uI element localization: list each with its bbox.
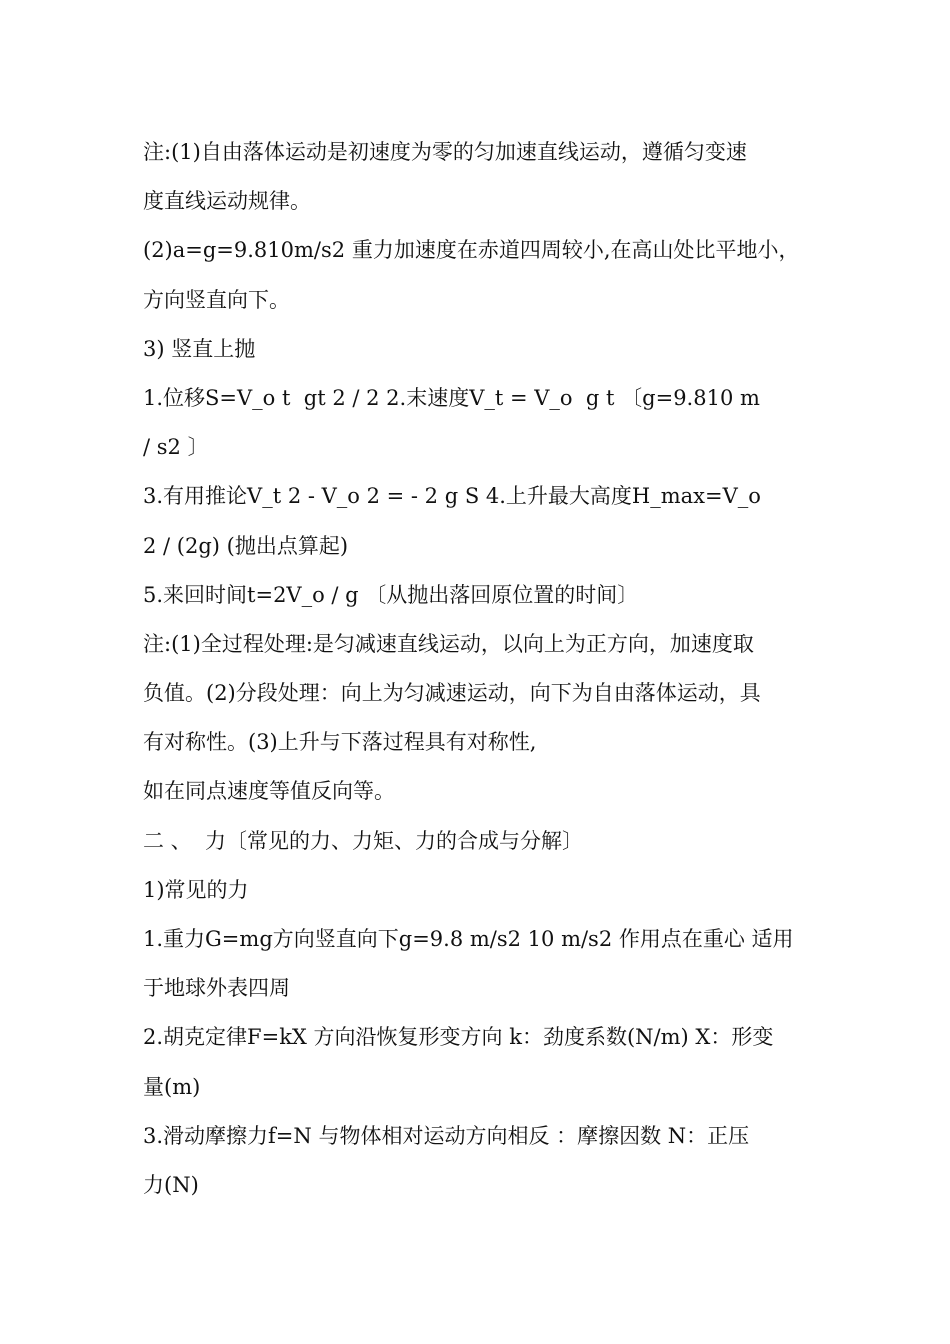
text-line: 3.滑动摩擦力f=N 与物体相对运动方向相反 ：摩擦因数 N：正压 — [143, 1123, 750, 1148]
text-line: 于地球外表四周 — [143, 976, 290, 1001]
text-line: 量(m) — [143, 1074, 201, 1099]
text-line: (2)a=g=9.810m/s2 重力加速度在赤道四周较小,在高山处比平地小， — [143, 238, 800, 263]
text-line: 方向竖直向下。 — [143, 287, 290, 312]
text-line: 5.来回时间t=2V_o / g 〔从抛出落回原位置的时间〕 — [143, 582, 639, 607]
text-line: 注:(1)全过程处理:是匀减速直线运动，以向上为正方向，加速度取 — [143, 631, 754, 656]
text-line: 如在同点速度等值反向等。 — [143, 779, 395, 804]
section-heading: 1)常见的力 — [143, 877, 249, 902]
text-line: 力(N) — [143, 1172, 199, 1197]
text-line: 1.重力G=mg方向竖直向下g=9.8 m/s2 10 m/s2 作用点在重心 适用 — [143, 927, 794, 951]
text-line: 2.胡克定律F=kX 方向沿恢复形变方向 k：劲度系数(N/m) X：形变 — [143, 1025, 774, 1050]
text-line: / s2 〕 — [143, 435, 209, 460]
text-line: 度直线运动规律。 — [143, 189, 311, 214]
text-line: 3.有用推论V_t 2 - V_o 2 = - 2 g S 4.上升最大高度H_max=V_o — [143, 484, 761, 509]
text-line: 负值。(2)分段处理：向上为匀减速运动，向下为自由落体运动，具 — [143, 681, 761, 706]
document-body — [143, 128, 811, 1210]
text-line: 注:(1)自由落体运动是初速度为零的匀加速直线运动，遵循匀变速 — [143, 140, 747, 164]
text-line: 1.位移S=V_o t gt 2 / 2 2.末速度V_t = V_o g t 〔g=9.810 m — [143, 385, 760, 410]
text-line: 2 / (2g) (抛出点算起) — [143, 533, 349, 558]
chapter-heading: 二 、 力〔常见的力、力矩、力的合成与分解〕 — [143, 828, 584, 853]
text-line: 有对称性。(3)上升与下落过程具有对称性, — [143, 730, 537, 755]
section-heading: 3) 竖直上抛 — [143, 336, 256, 361]
